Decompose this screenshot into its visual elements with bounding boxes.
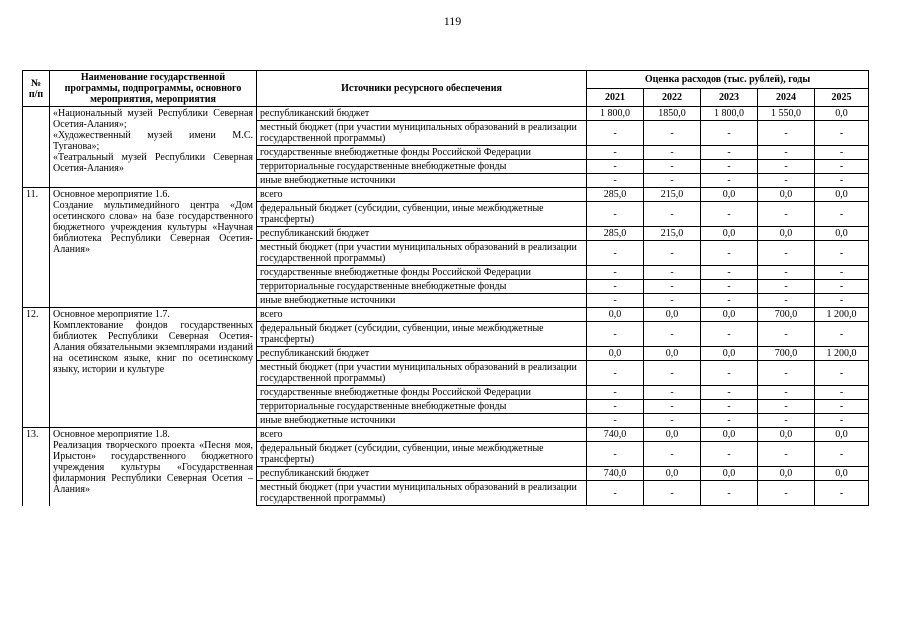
measure-name-line: Реализация творческого проекта «Песня моя, Ирыстон» государственного бюджетного учреждения культуры «Государственная филармония Республики Северная Осетия – Алания» — [53, 440, 253, 495]
year-2023: 2023 — [701, 89, 758, 107]
funding-source: иные внебюджетные источники — [257, 414, 587, 428]
year-2021: 2021 — [587, 89, 644, 107]
amount-2023: 0,0 — [701, 227, 758, 241]
header-num: № п/п — [23, 71, 50, 107]
amount-2025: - — [815, 322, 869, 347]
amount-2024: - — [758, 361, 815, 386]
amount-2023: - — [701, 442, 758, 467]
amount-2024: - — [758, 481, 815, 506]
amount-2023: 0,0 — [701, 308, 758, 322]
amount-2023: - — [701, 294, 758, 308]
amount-2021: 740,0 — [587, 467, 644, 481]
row-number: 13. — [23, 428, 50, 506]
amount-2021: 1 800,0 — [587, 107, 644, 121]
amount-2025: - — [815, 241, 869, 266]
amount-2023: - — [701, 202, 758, 227]
amount-2023: - — [701, 160, 758, 174]
amount-2022: 0,0 — [644, 428, 701, 442]
amount-2024: - — [758, 280, 815, 294]
amount-2024: - — [758, 121, 815, 146]
amount-2023: - — [701, 280, 758, 294]
funding-source: местный бюджет (при участии муниципальных образований в реализации государственной программы) — [257, 481, 587, 506]
funding-source: территориальные государственные внебюджетные фонды — [257, 400, 587, 414]
header-estimate: Оценка расходов (тыс. рублей), годы — [587, 71, 869, 89]
amount-2021: - — [587, 414, 644, 428]
amount-2024: 700,0 — [758, 347, 815, 361]
amount-2023: - — [701, 322, 758, 347]
amount-2024: - — [758, 386, 815, 400]
measure-name-line: Основное мероприятие 1.8. — [53, 429, 170, 440]
amount-2025: 0,0 — [815, 467, 869, 481]
amount-2022: - — [644, 442, 701, 467]
amount-2022: 215,0 — [644, 227, 701, 241]
amount-2022: 215,0 — [644, 188, 701, 202]
amount-2024: - — [758, 160, 815, 174]
header-source: Источники ресурсного обеспечения — [257, 71, 587, 107]
funding-source: государственные внебюджетные фонды Российской Федерации — [257, 146, 587, 160]
year-2025: 2025 — [815, 89, 869, 107]
row-number: 11. — [23, 188, 50, 308]
amount-2025: - — [815, 160, 869, 174]
amount-2023: 0,0 — [701, 467, 758, 481]
amount-2022: 0,0 — [644, 308, 701, 322]
funding-source: местный бюджет (при участии муниципальных образований в реализации государственной программы) — [257, 241, 587, 266]
amount-2023: - — [701, 414, 758, 428]
amount-2022: - — [644, 280, 701, 294]
funding-source: всего — [257, 308, 587, 322]
amount-2023: - — [701, 266, 758, 280]
amount-2021: - — [587, 322, 644, 347]
amount-2024: - — [758, 174, 815, 188]
amount-2025: - — [815, 174, 869, 188]
row-number: 12. — [23, 308, 50, 428]
amount-2022: - — [644, 160, 701, 174]
table-row — [23, 308, 869, 322]
amount-2023: - — [701, 241, 758, 266]
amount-2024: 700,0 — [758, 308, 815, 322]
amount-2025: 1 200,0 — [815, 347, 869, 361]
amount-2023: - — [701, 361, 758, 386]
measure-name-line: «Художественный музей имени М.С. Туганова»; — [53, 130, 253, 152]
amount-2024: - — [758, 322, 815, 347]
amount-2023: - — [701, 174, 758, 188]
amount-2025: 0,0 — [815, 428, 869, 442]
amount-2025: - — [815, 400, 869, 414]
amount-2021: - — [587, 121, 644, 146]
amount-2021: - — [587, 400, 644, 414]
amount-2022: - — [644, 294, 701, 308]
amount-2025: 0,0 — [815, 107, 869, 121]
amount-2022: 1850,0 — [644, 107, 701, 121]
measure-name-line: «Национальный музей Республики Северная Осетия-Алания»; — [53, 108, 253, 130]
amount-2021: - — [587, 361, 644, 386]
amount-2022: 0,0 — [644, 467, 701, 481]
funding-source: федеральный бюджет (субсидии, субвенции, иные межбюджетные трансферты) — [257, 442, 587, 467]
amount-2025: - — [815, 280, 869, 294]
measure-name — [50, 107, 257, 188]
amount-2023: 0,0 — [701, 188, 758, 202]
measure-name-line: Создание мультимедийного центра «Дом осетинского слова» на базе государственного бюджетного учреждения культуры «Научная библиотека Республики Северная Осетия-Алания» — [53, 200, 253, 255]
funding-source: всего — [257, 428, 587, 442]
amount-2021: - — [587, 280, 644, 294]
amount-2022: - — [644, 386, 701, 400]
amount-2021: - — [587, 202, 644, 227]
amount-2024: - — [758, 266, 815, 280]
amount-2023: 1 800,0 — [701, 107, 758, 121]
measure-name — [50, 308, 257, 428]
amount-2021: - — [587, 241, 644, 266]
amount-2021: - — [587, 442, 644, 467]
amount-2023: - — [701, 146, 758, 160]
amount-2021: 285,0 — [587, 227, 644, 241]
funding-source: республиканский бюджет — [257, 107, 587, 121]
amount-2024: 0,0 — [758, 428, 815, 442]
table-row — [23, 188, 869, 202]
amount-2024: 1 550,0 — [758, 107, 815, 121]
funding-source: иные внебюджетные источники — [257, 294, 587, 308]
table-row — [23, 107, 869, 121]
amount-2025: - — [815, 266, 869, 280]
amount-2021: - — [587, 481, 644, 506]
measure-name-line: Основное мероприятие 1.6. — [53, 189, 170, 200]
amount-2021: - — [587, 146, 644, 160]
measure-name-line: Комплектование фондов государственных библиотек Республики Северная Осетия-Алания обязательными экземплярами изданий на осетинском языке, книг по осетинскому языку, истории и культуре — [53, 320, 253, 375]
amount-2024: - — [758, 146, 815, 160]
amount-2022: - — [644, 121, 701, 146]
header-row — [23, 71, 869, 89]
amount-2021: - — [587, 386, 644, 400]
funding-source: территориальные государственные внебюджетные фонды — [257, 160, 587, 174]
amount-2021: 0,0 — [587, 308, 644, 322]
amount-2025: - — [815, 146, 869, 160]
measure-name — [50, 188, 257, 308]
measure-name-line: «Театральный музей Республики Северная Осетия-Алания» — [53, 152, 253, 174]
amount-2024: - — [758, 241, 815, 266]
budget-table — [22, 70, 869, 506]
amount-2024: - — [758, 400, 815, 414]
amount-2022: - — [644, 202, 701, 227]
amount-2024: - — [758, 202, 815, 227]
amount-2021: - — [587, 174, 644, 188]
amount-2024: - — [758, 294, 815, 308]
amount-2025: 0,0 — [815, 188, 869, 202]
amount-2023: - — [701, 386, 758, 400]
funding-source: федеральный бюджет (субсидии, субвенции, иные межбюджетные трансферты) — [257, 202, 587, 227]
amount-2021: 285,0 — [587, 188, 644, 202]
funding-source: государственные внебюджетные фонды Российской Федерации — [257, 386, 587, 400]
amount-2022: - — [644, 241, 701, 266]
amount-2022: - — [644, 322, 701, 347]
amount-2024: - — [758, 414, 815, 428]
row-number — [23, 107, 50, 188]
amount-2024: - — [758, 442, 815, 467]
page-number: 119 — [443, 14, 462, 28]
funding-source: всего — [257, 188, 587, 202]
funding-source: государственные внебюджетные фонды Российской Федерации — [257, 266, 587, 280]
amount-2021: 740,0 — [587, 428, 644, 442]
year-2022: 2022 — [644, 89, 701, 107]
amount-2021: - — [587, 160, 644, 174]
amount-2025: - — [815, 442, 869, 467]
funding-source: федеральный бюджет (субсидии, субвенции, иные межбюджетные трансферты) — [257, 322, 587, 347]
amount-2025: - — [815, 202, 869, 227]
funding-source: республиканский бюджет — [257, 347, 587, 361]
amount-2024: 0,0 — [758, 227, 815, 241]
amount-2021: - — [587, 294, 644, 308]
amount-2025: 0,0 — [815, 227, 869, 241]
header-name: Наименование государственной программы, подпрограммы, основного мероприятия, мероприятия — [50, 71, 257, 107]
year-2024: 2024 — [758, 89, 815, 107]
amount-2025: - — [815, 361, 869, 386]
amount-2022: - — [644, 174, 701, 188]
amount-2023: - — [701, 121, 758, 146]
amount-2025: - — [815, 294, 869, 308]
amount-2023: 0,0 — [701, 428, 758, 442]
funding-source: местный бюджет (при участии муниципальных образований в реализации государственной программы) — [257, 361, 587, 386]
amount-2021: 0,0 — [587, 347, 644, 361]
amount-2022: - — [644, 146, 701, 160]
amount-2022: - — [644, 361, 701, 386]
measure-name — [50, 428, 257, 506]
amount-2025: - — [815, 414, 869, 428]
amount-2021: - — [587, 266, 644, 280]
amount-2025: 1 200,0 — [815, 308, 869, 322]
funding-source: республиканский бюджет — [257, 467, 587, 481]
amount-2022: 0,0 — [644, 347, 701, 361]
amount-2024: 0,0 — [758, 188, 815, 202]
amount-2022: - — [644, 400, 701, 414]
amount-2023: 0,0 — [701, 347, 758, 361]
amount-2022: - — [644, 481, 701, 506]
amount-2022: - — [644, 266, 701, 280]
measure-name-line: Основное мероприятие 1.7. — [53, 309, 170, 320]
funding-source: республиканский бюджет — [257, 227, 587, 241]
amount-2023: - — [701, 400, 758, 414]
amount-2025: - — [815, 121, 869, 146]
amount-2022: - — [644, 414, 701, 428]
table-row — [23, 428, 869, 442]
funding-source: территориальные государственные внебюджетные фонды — [257, 280, 587, 294]
amount-2025: - — [815, 386, 869, 400]
amount-2024: 0,0 — [758, 467, 815, 481]
funding-source: иные внебюджетные источники — [257, 174, 587, 188]
funding-source: местный бюджет (при участии муниципальных образований в реализации государственной программы) — [257, 121, 587, 146]
amount-2023: - — [701, 481, 758, 506]
amount-2025: - — [815, 481, 869, 506]
